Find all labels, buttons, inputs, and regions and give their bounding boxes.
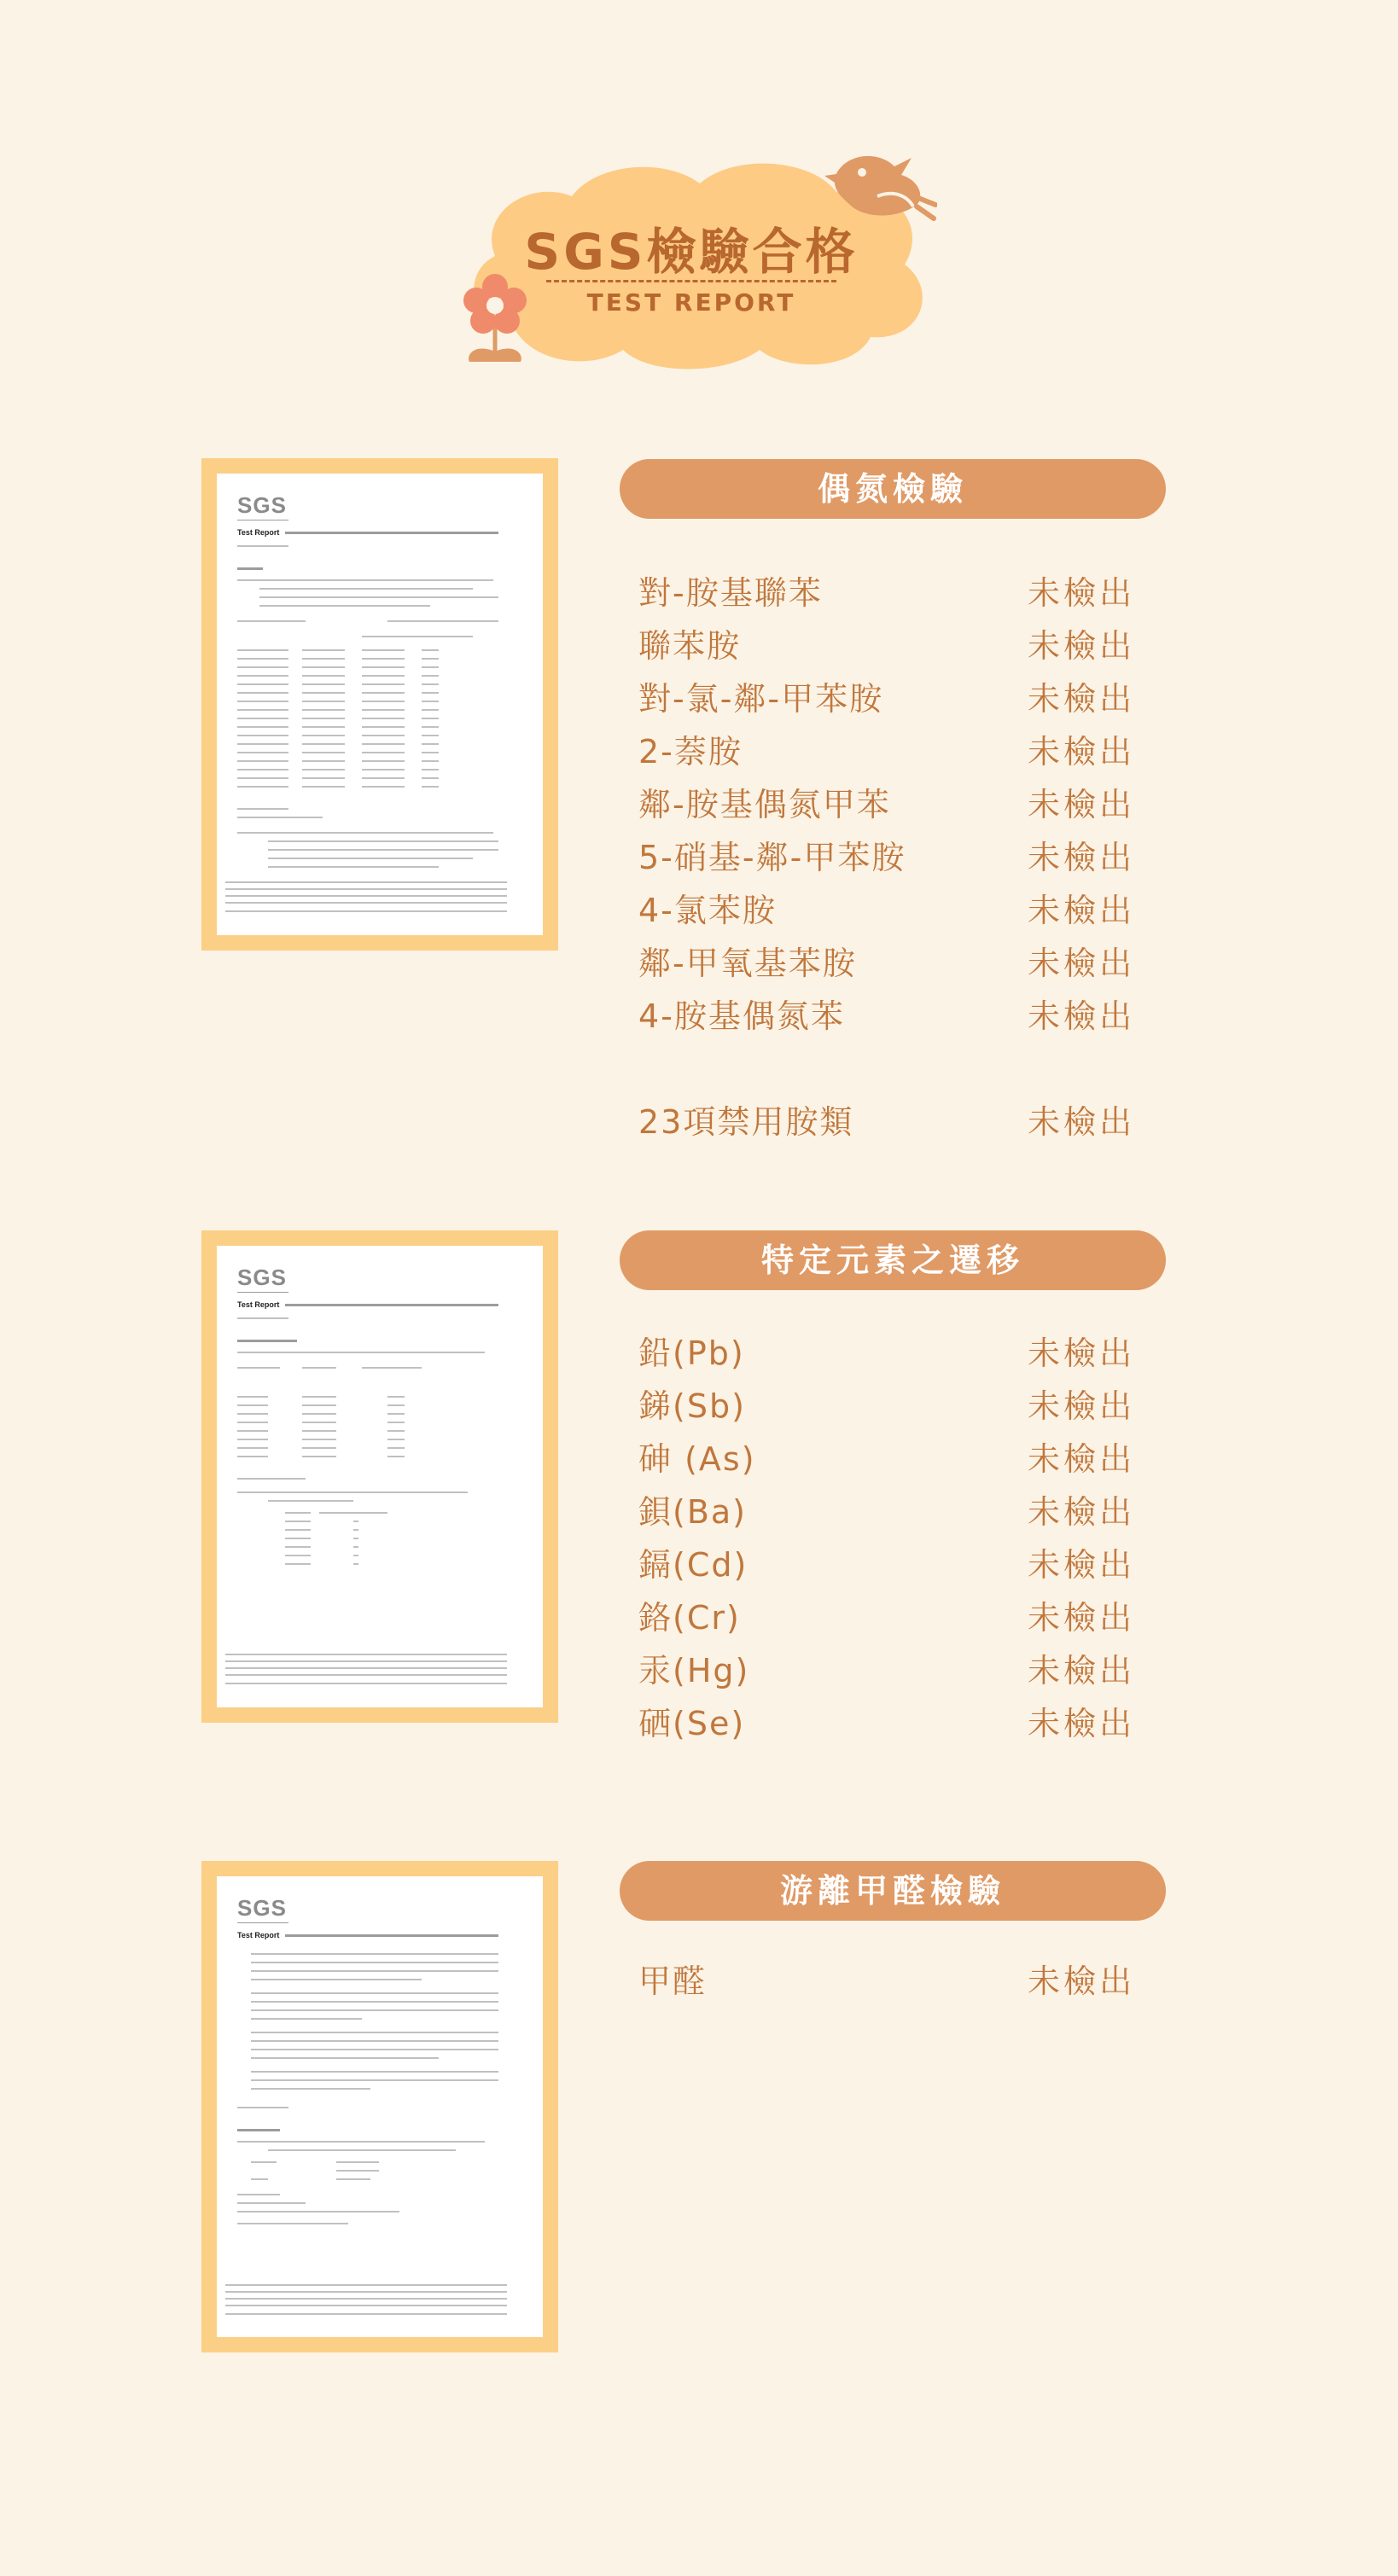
text-line [237,567,263,570]
test-item-result: 未檢出 [1028,574,1136,612]
text-line [285,1512,311,1514]
text-line [251,2071,498,2073]
text-line [237,1317,288,1319]
text-line [251,2040,498,2042]
text-line [285,1934,498,1937]
text-line [422,692,439,694]
result-row [638,619,1150,667]
test-item-result: 未檢出 [1028,997,1136,1035]
text-line [237,1456,268,1457]
text-line [237,1430,268,1432]
text-line [285,1521,311,1522]
text-line [225,1683,507,1684]
text-line [422,777,439,779]
text-line [225,895,507,897]
text-line [225,2291,507,2293]
text-line [251,1953,498,1955]
text-line [302,1396,336,1398]
text-line [237,545,288,547]
text-line [362,666,405,668]
text-line [268,840,498,842]
test-item-result: 未檢出 [1028,1387,1136,1425]
test-item-result: 未檢出 [1028,1705,1136,1742]
text-line [237,2223,348,2224]
text-line [268,866,439,868]
text-line [268,858,473,859]
text-line [302,1456,336,1457]
text-line [251,2001,498,2003]
text-line [387,1404,405,1406]
text-line [268,2149,456,2151]
text-line [362,735,405,736]
result-row [638,990,1150,1038]
text-line [237,718,288,719]
text-line [302,701,345,702]
section-header-azo: 偶氮檢驗 [620,459,1166,519]
text-line [362,752,405,753]
test-item-name: 鄰-胺基偶氮甲苯 [638,786,891,823]
text-line [302,692,345,694]
text-line [237,579,493,581]
text-line [302,1422,336,1423]
text-line [362,786,405,788]
test-item-result: 未檢出 [1028,1963,1136,2000]
test-item-result: 未檢出 [1028,839,1136,876]
result-row [638,1327,1150,1375]
text-line [237,726,288,728]
text-line [251,2049,498,2050]
result-row [638,937,1150,985]
test-item-name: 硒(Se) [638,1705,746,1742]
result-row-summary [638,1096,1150,1143]
text-line [225,2284,507,2286]
result-row [638,1697,1150,1745]
text-line [225,1667,507,1669]
text-line [362,701,405,702]
text-line [237,769,288,770]
title-divider [546,280,836,282]
test-item-name: 鎘(Cd) [638,1546,749,1584]
text-line [251,2057,439,2059]
text-line [302,726,345,728]
text-line [237,2194,280,2195]
text-line [237,808,288,810]
result-row [638,1591,1150,1639]
text-line [319,1512,387,1514]
result-row [638,778,1150,826]
test-report-image-formaldehyde [201,1861,558,2352]
text-line [237,1396,268,1398]
text-line [422,666,439,668]
text-line [268,849,498,851]
text-line [285,1538,311,1539]
report-heading: Test Report [237,528,280,537]
text-line [237,786,288,788]
result-row [638,1538,1150,1586]
text-line [302,1439,336,1440]
test-item-result: 未檢出 [1028,1652,1136,1689]
text-line [387,1422,405,1423]
text-line [237,2107,288,2108]
page-title: SGS檢驗合格 [524,223,859,281]
test-report-image-azo [201,458,558,951]
text-line [302,1413,336,1415]
result-row [638,1380,1150,1428]
text-line [302,769,345,770]
text-line [336,2178,370,2180]
text-line [302,786,345,788]
text-line [353,1563,358,1565]
text-line [225,1660,507,1662]
text-line [422,786,439,788]
result-row [638,831,1150,879]
text-line [422,709,439,711]
text-line [302,666,345,668]
text-line [237,1413,268,1415]
text-line [362,683,405,685]
sgs-logo: SGS [237,492,287,518]
text-line [362,769,405,770]
text-line [422,726,439,728]
sgs-logo: SGS [237,1895,287,1921]
text-line [237,620,306,622]
text-line [237,777,288,779]
text-line [422,701,439,702]
text-line [251,2018,362,2020]
text-line [237,1447,268,1449]
text-line [362,709,405,711]
text-line [285,532,498,534]
text-line [237,1367,280,1369]
flower-icon [457,273,534,367]
text-line [237,2202,306,2204]
text-line [225,910,507,912]
text-line [422,649,439,651]
text-line [225,2313,507,2315]
text-line [268,1500,353,1502]
text-line [237,2211,399,2213]
test-item-result: 未檢出 [1028,733,1136,770]
text-line [259,605,430,607]
test-item-name: 甲醛 [638,1963,708,2000]
text-line [225,888,507,890]
text-line [362,692,405,694]
text-line [251,1992,498,1994]
test-item-result: 未檢出 [1028,1335,1136,1372]
text-line [362,636,473,637]
text-line [302,649,345,651]
text-line [387,1396,405,1398]
text-line [259,588,473,590]
text-line [302,658,345,660]
result-row [638,672,1150,720]
test-item-result: 未檢出 [1028,1546,1136,1584]
text-line [387,1456,405,1457]
result-row [638,1433,1150,1480]
text-line [362,743,405,745]
text-line [237,817,323,818]
test-item-result: 未檢出 [1028,945,1136,982]
text-line [422,718,439,719]
text-line [353,1538,358,1539]
test-item-name: 鋇(Ba) [638,1493,748,1531]
text-line [302,675,345,677]
text-line [362,649,405,651]
text-line [362,1367,422,1369]
text-line [387,1413,405,1415]
text-line [336,2170,379,2172]
text-line [251,1979,422,1980]
text-line [353,1529,358,1531]
text-line [362,777,405,779]
text-line [251,2088,370,2090]
text-line [353,1546,358,1548]
text-line [251,2032,498,2033]
text-line [336,2161,379,2163]
text-line [259,596,498,598]
text-line [387,1447,405,1449]
text-line [285,1563,311,1565]
text-line [251,2009,498,2011]
text-line [225,1674,507,1676]
text-line [362,675,405,677]
text-line [225,1654,507,1655]
text-line [237,701,288,702]
text-line [422,735,439,736]
text-line [237,735,288,736]
section-header-element-migration: 特定元素之遷移 [620,1230,1166,1290]
text-line [237,658,288,660]
text-line [422,752,439,753]
text-line [251,1970,498,1972]
text-line [302,777,345,779]
text-line [237,752,288,753]
text-line [422,769,439,770]
text-line [285,1546,311,1548]
test-item-name: 鄰-甲氧基苯胺 [638,945,857,982]
text-line [285,1304,498,1306]
test-item-result: 未檢出 [1028,1599,1136,1637]
text-line [362,726,405,728]
result-row [638,1486,1150,1533]
report-heading: Test Report [237,1300,280,1309]
text-line [302,1404,336,1406]
text-line [387,1430,405,1432]
text-line [422,658,439,660]
text-line [225,2298,507,2300]
text-line [302,1430,336,1432]
page-subtitle: TEST REPORT [586,288,796,317]
text-line [285,1529,311,1531]
test-item-name: 對-氯-鄰-甲苯胺 [638,680,884,718]
text-line [422,743,439,745]
text-line [387,620,498,622]
text-line [251,2161,277,2163]
text-line [251,2178,268,2180]
text-line [237,743,288,745]
test-item-name: 5-硝基-鄰-甲苯胺 [638,839,906,876]
text-line [237,692,288,694]
text-line [237,1492,468,1493]
text-line [422,675,439,677]
test-item-name: 砷 (As) [638,1440,756,1478]
section-header-formaldehyde: 游離甲醛檢驗 [620,1861,1166,1921]
test-report-image-elements [201,1230,558,1723]
text-line [237,2141,485,2143]
text-line [302,1367,336,1369]
text-line [302,718,345,719]
text-line [237,1439,268,1440]
text-line [422,683,439,685]
test-item-result: 未檢出 [1028,1103,1136,1141]
text-line [237,675,288,677]
test-item-name: 2-萘胺 [638,733,743,770]
test-item-name: 銻(Sb) [638,1387,746,1425]
text-line [353,1521,358,1522]
result-row [638,1955,1150,2003]
result-row [638,567,1150,614]
logo-underline [237,1922,288,1923]
text-line [302,709,345,711]
test-item-name: 鉛(Pb) [638,1335,745,1372]
test-item-result: 未檢出 [1028,1493,1136,1531]
text-line [285,1555,311,1556]
text-line [302,1447,336,1449]
text-line [237,1422,268,1423]
report-heading: Test Report [237,1931,280,1939]
test-item-name: 聯苯胺 [638,627,742,665]
text-line [237,832,493,834]
text-line [353,1555,358,1556]
test-item-result: 未檢出 [1028,627,1136,665]
test-item-name: 對-胺基聯苯 [638,574,823,612]
text-line [302,752,345,753]
logo-underline [237,1292,288,1293]
text-line [237,1340,297,1342]
text-line [237,2129,280,2131]
report-sheet [217,474,543,935]
text-line [362,658,405,660]
result-row [638,1644,1150,1692]
text-line [225,2305,507,2306]
text-line [362,760,405,762]
text-line [302,743,345,745]
test-item-name: 汞(Hg) [638,1652,750,1689]
test-item-result: 未檢出 [1028,892,1136,929]
text-line [237,709,288,711]
text-line [237,649,288,651]
text-line [225,881,507,883]
bird-icon [818,145,937,230]
report-sheet [217,1876,543,2337]
text-line [237,666,288,668]
result-row [638,884,1150,932]
text-line [237,683,288,685]
text-line [302,735,345,736]
text-line [237,1404,268,1406]
text-line [251,1962,498,1963]
test-item-result: 未檢出 [1028,786,1136,823]
text-line [237,1352,485,1353]
sgs-logo: SGS [237,1265,287,1290]
test-item-name: 23項禁用胺類 [638,1103,854,1141]
text-line [251,2079,498,2081]
text-line [302,760,345,762]
text-line [225,902,507,904]
test-item-name: 鉻(Cr) [638,1599,741,1637]
test-item-result: 未檢出 [1028,1440,1136,1478]
text-line [362,718,405,719]
result-row [638,725,1150,773]
text-line [237,760,288,762]
report-sheet [217,1246,543,1707]
text-line [302,683,345,685]
text-line [387,1439,405,1440]
text-line [237,1478,306,1480]
test-item-result: 未檢出 [1028,680,1136,718]
test-item-name: 4-胺基偶氮苯 [638,997,845,1035]
text-line [422,760,439,762]
test-item-name: 4-氯苯胺 [638,892,777,929]
